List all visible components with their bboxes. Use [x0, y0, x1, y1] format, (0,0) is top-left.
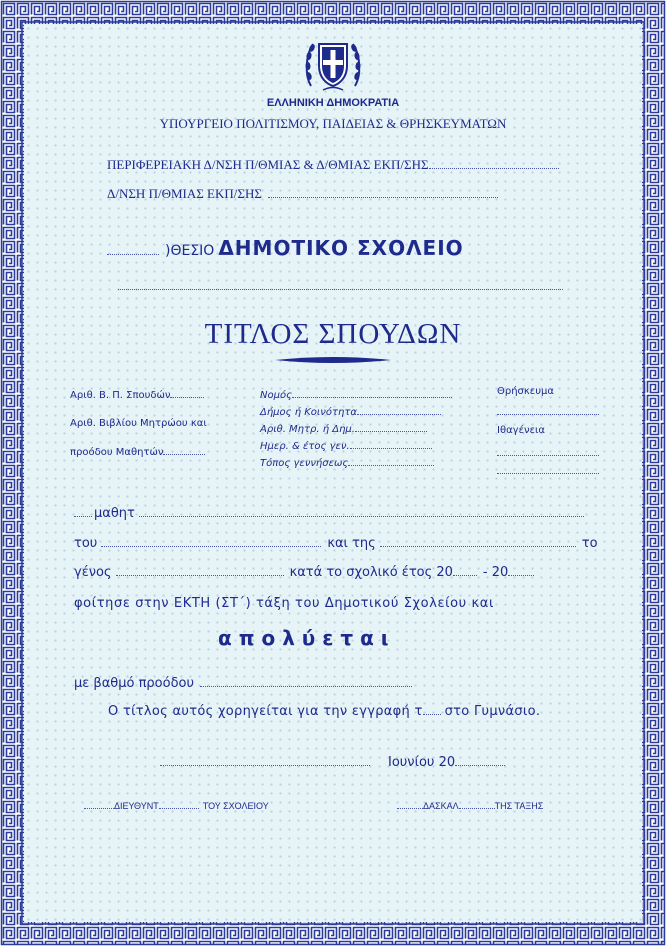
student-label: μαθητ — [94, 506, 135, 521]
field-value[interactable] — [355, 422, 427, 432]
year-dash-label: - 20 — [482, 565, 509, 580]
purpose-suffix-field[interactable] — [423, 705, 441, 715]
school-name-field[interactable] — [118, 280, 563, 290]
purpose-line — [108, 704, 540, 719]
date-label: Ιουνίου 20 — [388, 755, 456, 770]
ministry-title: ΥΠΟΥΡΓΕΙΟ ΠΟΛΙΤΙΣΜΟΥ, ΠΑΙΔΕΙΑΣ & ΘΡΗΣΚΕΥΜΑΤΩΝ — [159, 116, 507, 131]
teacher-field[interactable] — [397, 799, 423, 809]
year-line — [74, 565, 534, 580]
school-type: ΔΗΜΟΤΙΚΟ ΣΧΟΛΕΙΟ — [218, 236, 464, 260]
field-label: Αριθ. Β. Π. Σπουδών — [70, 390, 171, 401]
date-year-field[interactable] — [455, 756, 505, 766]
attended-line: φοίτησε στην ΕΚΤΗ (ΣΤ΄) τάξη του Δημοτικού Σχολείου και — [74, 596, 494, 611]
school-number-field[interactable] — [107, 245, 159, 255]
greek-coat-of-arms-icon — [303, 36, 363, 94]
mother-name-field[interactable] — [380, 537, 576, 547]
teacher-label-a: ΔΑΣΚΑΛ — [423, 801, 459, 811]
field-label: προόδου Μαθητών — [70, 447, 164, 458]
field-label: Δήμος ή Κοινότητα — [260, 407, 357, 418]
purpose-end-label: στο Γυμνάσιο. — [444, 704, 541, 719]
genus-label: γένος — [74, 565, 112, 580]
certificate-title: ΤΙΤΛΟΣ ΣΠΟΥΔΩΝ — [204, 318, 462, 350]
field-value[interactable] — [348, 456, 434, 466]
director-signature — [84, 799, 269, 811]
directorate-label: Δ/ΝΣΗ Π/ΘΜΙΑΣ ΕΚΠ/ΣΗΣ — [107, 186, 262, 201]
director-field[interactable] — [84, 799, 114, 809]
student-prefix-field[interactable] — [74, 507, 92, 517]
teacher-suffix-field[interactable] — [459, 799, 495, 809]
regional-directorate-field[interactable] — [429, 159, 559, 169]
father-label: του — [74, 536, 98, 551]
field-label: Ημερ. & έτος γεν. — [260, 441, 350, 452]
graduated-title: α π ο λ ύ ε τ α ι — [218, 626, 389, 650]
regional-directorate-label: ΠΕΡΙΦΕΡΕΙΑΚΗ Δ/ΝΣΗ Π/ΘΜΙΑΣ & Δ/ΘΜΙΑΣ ΕΚΠ/ΣΗΣ — [107, 157, 429, 172]
father-name-field[interactable] — [101, 537, 321, 547]
field-label: Ιθαγένεια — [497, 425, 545, 436]
genus-field[interactable] — [116, 566, 284, 576]
field-label: Αριθ. Μητρ. ή Δημ. — [260, 424, 355, 435]
date-line — [160, 755, 505, 770]
student-line — [74, 506, 584, 521]
grade-label: με βαθμό προόδου — [74, 676, 195, 691]
field-value[interactable] — [497, 464, 599, 474]
year-start-field[interactable] — [453, 566, 477, 576]
directorate-field[interactable] — [268, 188, 498, 198]
year-end-field[interactable] — [508, 566, 534, 576]
school-line — [107, 236, 464, 260]
parents-line — [74, 536, 598, 551]
field-column-2 — [260, 387, 452, 472]
director-suffix-field[interactable] — [159, 799, 199, 809]
place-date-field[interactable] — [160, 756, 370, 766]
field-value[interactable] — [357, 405, 441, 415]
directorate-line — [107, 186, 498, 202]
field-value[interactable] — [497, 446, 599, 456]
regional-directorate-line — [107, 157, 559, 173]
teacher-signature — [397, 799, 543, 811]
mother-label: και της — [327, 536, 376, 551]
field-column-3 — [497, 386, 599, 474]
field-value[interactable] — [163, 445, 205, 455]
field-label: Αριθ. Βιβλίου Μητρώου και — [70, 418, 207, 429]
purpose-label: Ο τίτλος αυτός χορηγείται για την εγγραφή τ — [108, 704, 423, 719]
field-column-1 — [70, 388, 207, 460]
field-value[interactable] — [350, 439, 432, 449]
director-label-a: ΔΙΕΥΘΥΝΤ — [114, 801, 159, 811]
school-year-label: κατά το σχολικό έτος 20 — [289, 565, 453, 580]
grade-line — [74, 676, 412, 691]
director-label-b: ΤΟΥ ΣΧΟΛΕΙΟΥ — [202, 801, 269, 811]
to-label: το — [581, 536, 598, 551]
field-value[interactable] — [497, 405, 599, 415]
school-prefix: )ΘΕΣΙΟ — [165, 243, 215, 259]
field-value[interactable] — [170, 388, 204, 398]
field-label: Τόπος γεννήσεως — [260, 458, 349, 469]
field-label: Νομός — [260, 390, 292, 401]
title-ornament-icon — [273, 355, 393, 365]
republic-title: ΕΛΛΗΝΙΚΗ ΔΗΜΟΚΡΑΤΙΑ — [266, 97, 400, 109]
field-value[interactable] — [292, 388, 452, 398]
student-name-field[interactable] — [139, 507, 584, 517]
field-label: Θρήσκευμα — [497, 386, 554, 397]
teacher-label-b: ΤΗΣ ΤΑΞΗΣ — [494, 801, 544, 811]
grade-field[interactable] — [200, 677, 412, 687]
